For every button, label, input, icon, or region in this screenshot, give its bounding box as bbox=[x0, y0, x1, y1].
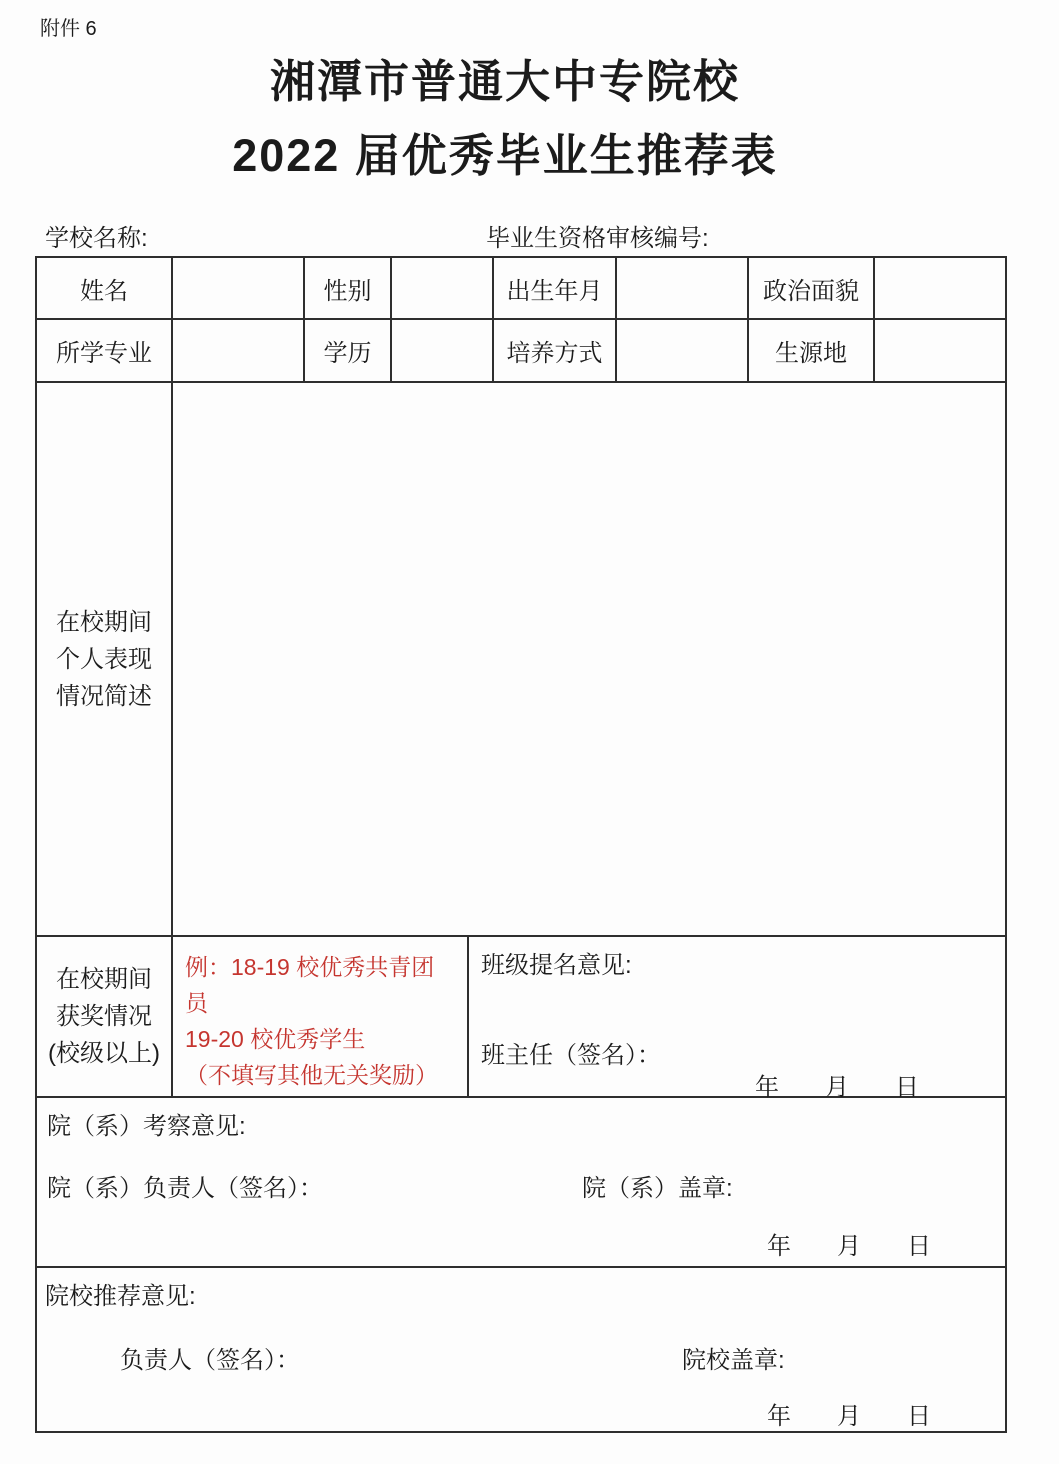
awards-label-line: (校级以上) bbox=[48, 1040, 160, 1067]
training-mode-label: 培养方式 bbox=[494, 320, 617, 381]
student-origin-label: 生源地 bbox=[749, 320, 875, 381]
awards-example-line: 员 bbox=[185, 990, 208, 1016]
gender-value-cell[interactable] bbox=[392, 258, 494, 318]
department-head-signature-label: 院（系）负责人（签名）： bbox=[47, 1175, 323, 1202]
political-status-value-cell[interactable] bbox=[875, 258, 1005, 318]
awards-label-line: 在校期间 bbox=[55, 966, 152, 993]
gender-label: 性别 bbox=[305, 258, 392, 318]
institution-date-line bbox=[767, 1396, 931, 1431]
institution-recommendation-row bbox=[37, 1268, 1005, 1431]
performance-summary-row bbox=[37, 383, 1005, 937]
month-label: 月 bbox=[837, 1403, 861, 1430]
awards-row bbox=[37, 937, 1005, 1101]
birth-date-value-cell[interactable] bbox=[617, 258, 749, 318]
performance-label-line: 情况简述 bbox=[56, 682, 152, 710]
name-value-cell[interactable] bbox=[173, 258, 305, 318]
awards-label bbox=[37, 937, 173, 1096]
awards-example-line: （不填写其他无关奖励） bbox=[185, 1062, 438, 1088]
performance-summary-label bbox=[37, 383, 173, 935]
year-label: 年 bbox=[767, 1403, 791, 1430]
class-nomination-title: 班级提名意见: bbox=[481, 952, 632, 979]
name-label: 姓名 bbox=[37, 258, 173, 318]
institution-recommendation-title: 院校推荐意见: bbox=[45, 1283, 196, 1310]
department-review-cell[interactable] bbox=[37, 1098, 1005, 1266]
training-mode-value-cell[interactable] bbox=[617, 320, 749, 381]
political-status-label: 政治面貌 bbox=[749, 258, 875, 318]
recommendation-form-table bbox=[35, 256, 1007, 1433]
student-origin-value-cell[interactable] bbox=[875, 320, 1005, 381]
institution-recommendation-cell[interactable] bbox=[37, 1268, 1005, 1431]
school-name-label: 学校名称: bbox=[45, 225, 148, 252]
education-level-value-cell[interactable] bbox=[392, 320, 494, 381]
day-label: 日 bbox=[895, 1074, 919, 1101]
audit-number-label: 毕业生资格审核编号: bbox=[486, 225, 709, 252]
class-nomination-cell[interactable] bbox=[469, 937, 1005, 1101]
year-label: 年 bbox=[755, 1074, 779, 1101]
awards-label-line: 获奖情况 bbox=[55, 1003, 152, 1030]
department-seal-label: 院（系）盖章: bbox=[582, 1175, 733, 1202]
institution-seal-label: 院校盖章: bbox=[682, 1347, 785, 1374]
institution-signature-label: 负责人（签名）： bbox=[120, 1347, 300, 1374]
class-nomination-date-line bbox=[755, 1067, 919, 1102]
department-date-line bbox=[767, 1226, 931, 1261]
performance-label-line: 个人表现 bbox=[56, 645, 152, 673]
birth-date-label: 出生年月 bbox=[494, 258, 617, 318]
awards-example-area[interactable] bbox=[173, 937, 469, 1096]
major-value-cell[interactable] bbox=[173, 320, 305, 381]
performance-content-area[interactable] bbox=[173, 383, 1005, 935]
awards-example-line: 19-20 校优秀学生 bbox=[185, 1026, 366, 1052]
class-teacher-signature-label: 班主任（签名）： bbox=[481, 1042, 661, 1069]
basic-info-row-1 bbox=[37, 258, 1005, 320]
day-label: 日 bbox=[907, 1233, 931, 1260]
awards-example-line: 例：18-19 校优秀共青团 bbox=[185, 954, 435, 980]
form-title-line2: 2022 届优秀毕业生推荐表 bbox=[232, 130, 778, 181]
department-review-row bbox=[37, 1098, 1005, 1268]
form-title-line1: 湘潭市普通大中专院校 bbox=[269, 56, 740, 107]
department-review-title: 院（系）考察意见: bbox=[47, 1113, 246, 1140]
day-label: 日 bbox=[907, 1403, 931, 1430]
major-label: 所学专业 bbox=[37, 320, 173, 381]
form-title bbox=[0, 48, 1010, 190]
performance-label-line: 在校期间 bbox=[56, 608, 152, 636]
year-label: 年 bbox=[767, 1233, 791, 1260]
education-level-label: 学历 bbox=[305, 320, 392, 381]
basic-info-row-2 bbox=[37, 320, 1005, 383]
attachment-label: 附件 6 bbox=[40, 18, 97, 40]
month-label: 月 bbox=[837, 1233, 861, 1260]
month-label: 月 bbox=[825, 1074, 849, 1101]
